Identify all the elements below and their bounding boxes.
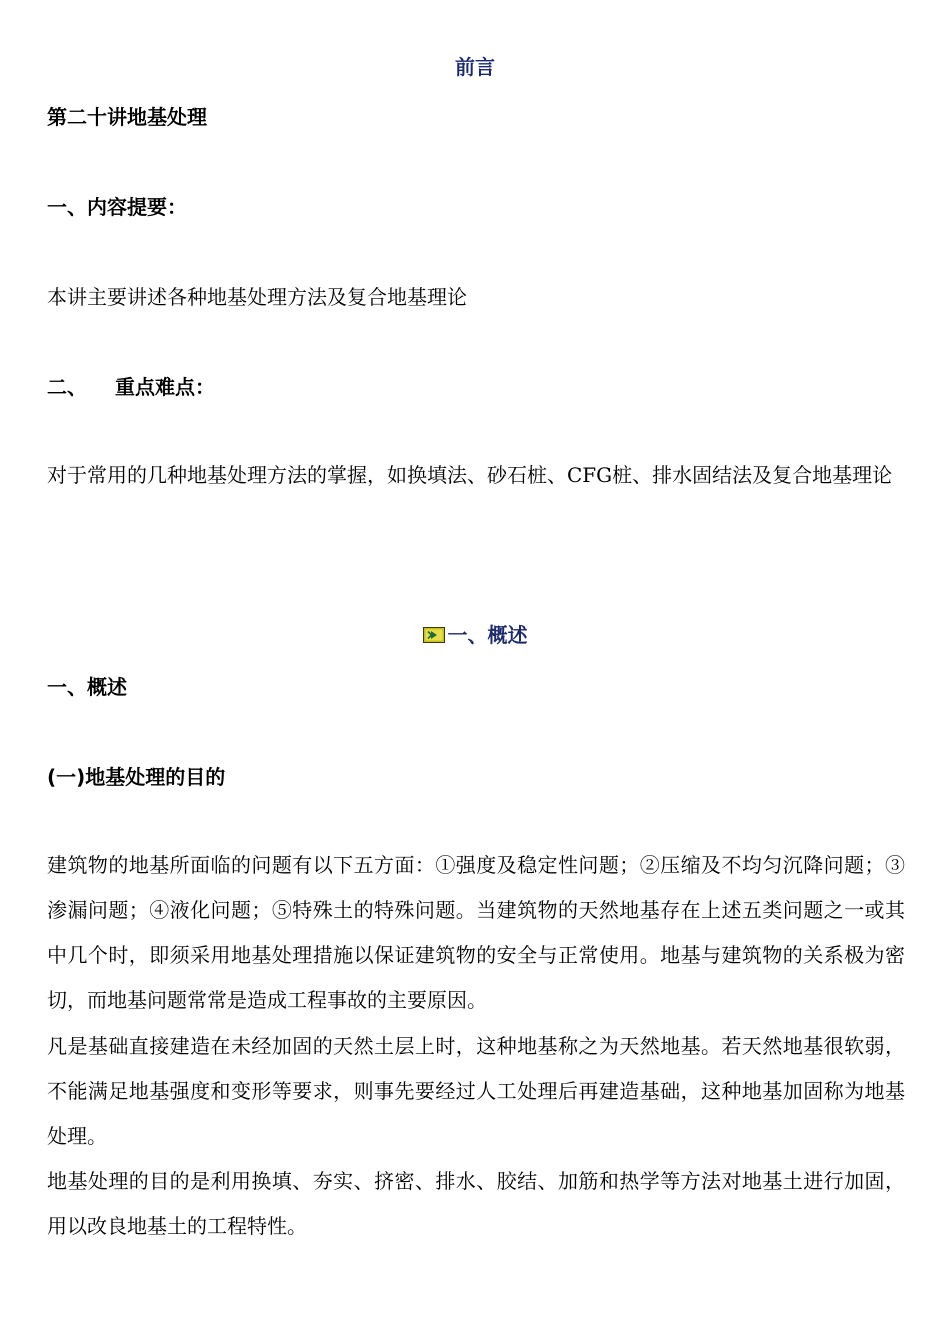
key-points-text: 对于常用的几种地基处理方法的掌握，如换填法、砂石桩、CFG桩、排水固结法及复合地基理论: [47, 463, 893, 487]
overview-heading: 一、概述: [47, 675, 127, 699]
summary-heading: 一、内容提要：: [47, 195, 187, 219]
paragraph-1: 建筑物的地基所面临的问题有以下五方面：①强度及稳定性问题；②压缩及不均匀沉降问题；③渗漏问题；④液化问题；⑤特殊土的特殊问题。当建筑物的天然地基存在上述五类问题之一或其中几个时，即须采用地基处理措施以保证建筑物的安全与正常使用。地基与建筑物的关系极为密切，而地基问题常常是造成工程事故的主要原因。: [47, 853, 905, 1012]
summary-text: 本讲主要讲述各种地基处理方法及复合地基理论: [47, 285, 467, 309]
section-title[interactable]: [0, 624, 950, 646]
key-heading-label: 重点难点：: [115, 375, 215, 399]
paragraph-2: 凡是基础直接建造在未经加固的天然土层上时，这种地基称之为天然地基。若天然地基很软弱，不能满足地基强度和变形等要求，则事先要经过人工处理后再建造基础，这种地基加固称为地基处理。: [47, 1034, 905, 1148]
lecture-title: 第二十讲地基处理: [47, 105, 207, 129]
key-points-heading: [47, 376, 905, 398]
preface-title: 前言: [455, 55, 495, 79]
purpose-heading: (一)地基处理的目的: [47, 765, 226, 789]
paragraph-3: 地基处理的目的是利用换填、夯实、挤密、排水、胶结、加筋和热学等方法对地基土进行加固，用以改良地基土的工程特性。: [47, 1169, 905, 1238]
arrow-right-icon: [423, 627, 445, 643]
section-title-text: 一、概述: [447, 623, 528, 647]
key-heading-number: 二、: [47, 375, 87, 399]
